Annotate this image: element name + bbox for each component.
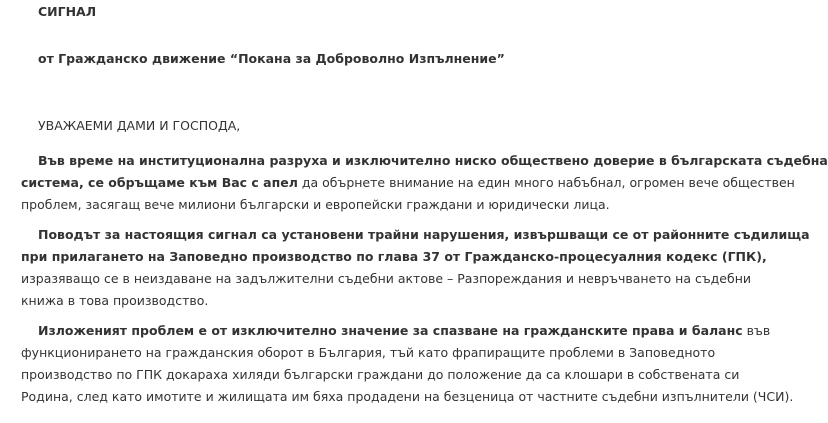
paragraph-reason <box>21 224 810 312</box>
paragraph-bold-text: Изложеният проблем е от изключително значение за спазване на гражданските права и баланс <box>38 323 743 338</box>
paragraph-bold-text: при прилагането на Заповедно производство по глава 37 от Гражданско-процесуалния кодекс (ГПК), <box>21 249 767 264</box>
paragraph-text: книжа в това производство. <box>21 293 209 308</box>
paragraph-text: изразяващо се в неиздаване на задължителни съдебни актове – Разпореждания и невръчването на съдебни <box>21 271 751 286</box>
paragraph-importance <box>21 320 794 408</box>
paragraph-bold-text: Поводът за настоящия сигнал са установени трайни нарушения, извършващи се от районните съдилища <box>38 227 810 242</box>
salutation: УВАЖАЕМИ ДАМИ И ГОСПОДА, <box>38 118 241 133</box>
paragraph-bold-text: система, се обръщаме към Вас с апел <box>21 175 298 190</box>
document-subtitle: от Гражданско движение “Покана за Доброволно Изпълнение” <box>38 51 505 66</box>
paragraph-text: във <box>742 323 771 338</box>
paragraph-bold-text: Във време на институционална разруха и изключително ниско обществено доверие в българската съдебна <box>38 153 828 168</box>
document-title: СИГНАЛ <box>38 4 97 19</box>
paragraph-appeal <box>21 150 828 216</box>
paragraph-text: производство по ГПК докараха хиляди български граждани до положение да са клошари в собствената си <box>21 367 740 382</box>
paragraph-text: Родина, след като имотите и жилищата им бяха продадени на безценица от частните съдебни изпълнители (ЧСИ). <box>21 389 794 404</box>
paragraph-text: проблем, засягащ вече милиони български и европейски граждани и юридически лица. <box>21 197 610 212</box>
paragraph-text: функционирането на гражданския оборот в България, тъй като фрапиращите проблеми в Заповедното <box>21 345 716 360</box>
paragraph-text: да обърнете внимание на един много набъбнал, огромен вече обществен <box>297 175 795 190</box>
